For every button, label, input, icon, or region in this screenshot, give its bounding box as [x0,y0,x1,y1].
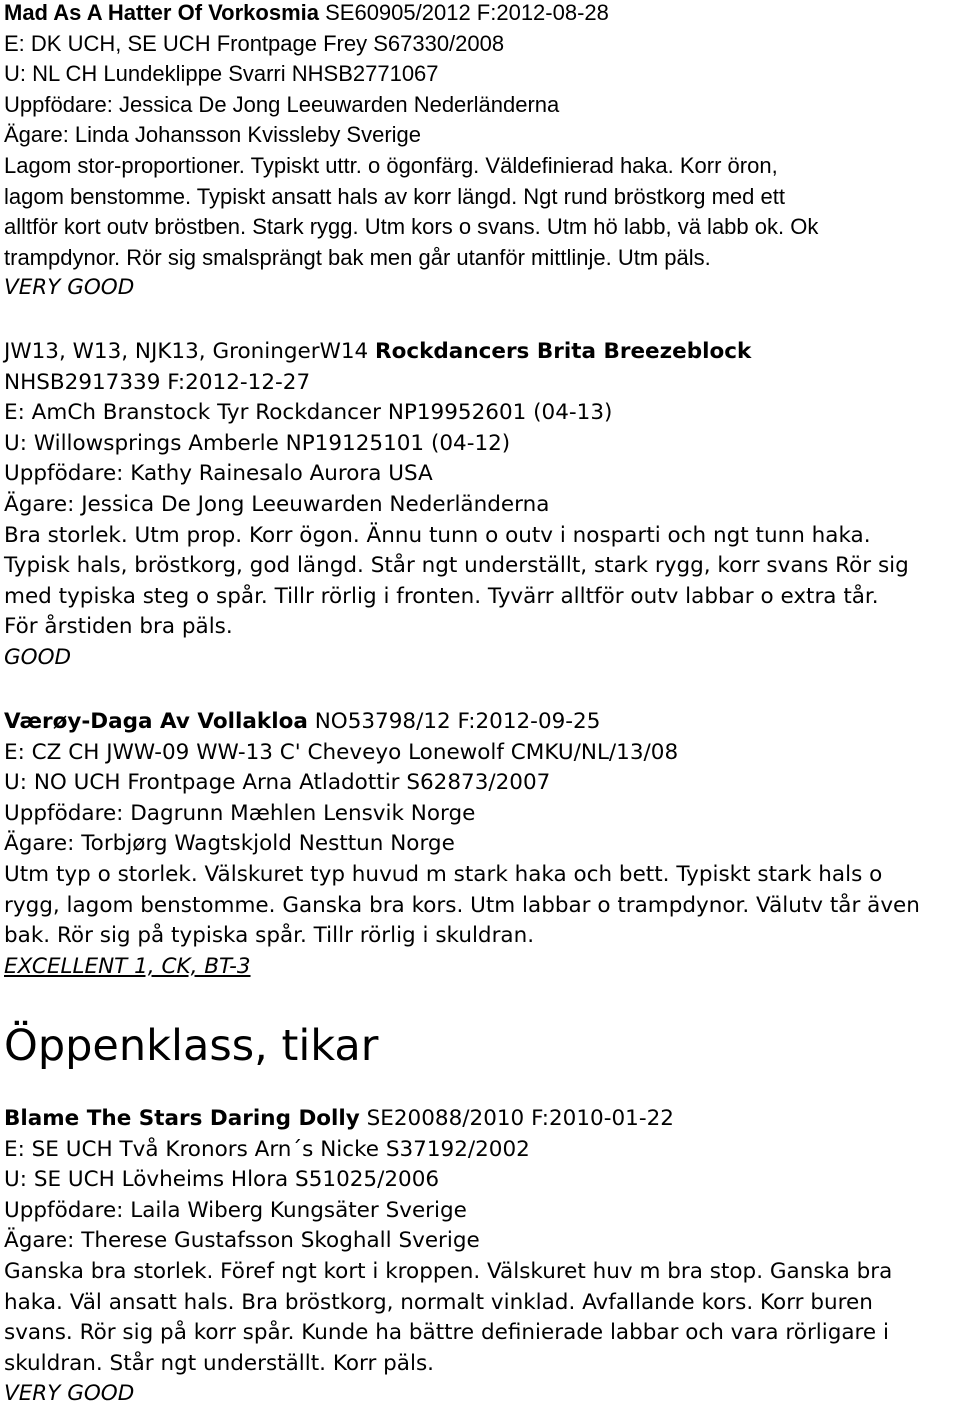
dog-name: Blame The Stars Daring Dolly [4,1106,360,1131]
critique-line: alltför kort outv bröstben. Stark rygg. Utm kors o svans. Utm hö labb, vä labb ok. Ok [4,214,819,240]
dam: U: Willowsprings Amberle NP19125101 (04-12) [4,430,511,456]
critique-line: Lagom stor-proportioner. Typiskt uttr. o ögonfärg. Väldefinierad haka. Korr öron, [4,152,778,178]
critique-line: med typiska steg o spår. Tillr rörlig i fronten. Tyvärr alltför outv labbar o extra tår. [4,583,879,609]
critique-line: haka. Väl ansatt hals. Bra bröstkorg, normalt vinklad. Avfallande kors. Korr buren [4,1289,873,1315]
owner: Ägare: Therese Gustafsson Skoghall Sverige [4,1228,480,1254]
dog-name: Værøy-Daga Av Vollakloa [4,709,308,734]
dam: U: NL CH Lundeklippe Svarri NHSB2771067 [4,61,439,87]
owner: Ägare: Torbjørg Wagtskjold Nesttun Norge [4,831,455,857]
breeder: Uppfödare: Jessica De Jong Leeuwarden Nederländerna [4,91,560,117]
grade: GOOD [4,644,72,670]
critique-line: lagom benstomme. Typiskt ansatt hals av korr längd. Ngt rund bröstkorg med ett [4,183,785,209]
critique-line: Utm typ o storlek. Välskuret typ huvud m stark haka och bett. Typiskt stark hals o [4,861,883,887]
owner: Ägare: Linda Johansson Kvissleby Sverige [4,122,422,148]
critique-line: bak. Rör sig på typiska spår. Tillr rörlig i skuldran. [4,923,535,949]
critique-line: För årstiden bra päls. [4,614,233,640]
dog-entry-4 [4,1104,892,1410]
sire: E: CZ CH JWW-09 WW-13 C' Cheveyo Lonewolf CMKU/NL/13/08 [4,739,679,765]
dog-entry-1 [4,0,818,304]
critique-line: Typisk hals, bröstkorg, god längd. Står ngt underställt, stark rygg, korr svans Rör sig [4,553,909,579]
grade: EXCELLENT 1, CK, BT-3 [4,953,251,979]
dog-name: Mad As A Hatter Of Vorkosmia [4,0,319,25]
critique-line: svans. Rör sig på korr spår. Kunde ha bättre definierade labbar och vara rörligare i [4,1320,889,1346]
breeder: Uppfödare: Laila Wiberg Kungsäter Sverige [4,1197,467,1223]
sire: E: SE UCH Två Kronors Arn´s Nicke S37192/2002 [4,1136,530,1162]
section-heading: Öppenklass, tikar [4,1021,379,1071]
dam: U: SE UCH Lövheims Hlora S51025/2006 [4,1167,440,1193]
owner: Ägare: Jessica De Jong Leeuwarden Nederländerna [4,491,550,517]
sire: E: AmCh Branstock Tyr Rockdancer NP19952601 (04-13) [4,400,613,426]
critique-line: trampdynor. Rör sig smalsprängt bak men går utanför mittlinje. Utm päls. [4,244,711,270]
entry-header [4,1104,892,1135]
entry-header [4,337,909,368]
registration: NHSB2917339 F:2012-12-27 [4,369,311,395]
dog-entry-2 [4,337,909,674]
registration: SE20088/2010 F:2010-01-22 [359,1106,674,1131]
critique-line: rygg, lagom benstomme. Ganska bra kors. Utm labbar o trampdynor. Välutv tår även [4,892,920,918]
grade: VERY GOOD [4,275,135,301]
sire: E: DK UCH, SE UCH Frontpage Frey S67330/2008 [4,30,505,56]
dog-entry-3 [4,707,920,982]
registration: NO53798/12 F:2012-09-25 [307,709,601,734]
dog-name: Rockdancers Brita Breezeblock [375,339,752,364]
critique-line: Ganska bra storlek. Föref ngt kort i kroppen. Välskuret huv m bra stop. Ganska bra [4,1258,893,1284]
registration: SE60905/2012 F:2012-08-28 [319,0,609,25]
entry-header [4,0,818,29]
grade: VERY GOOD [4,1381,135,1407]
breeder: Uppfödare: Dagrunn Mæhlen Lensvik Norge [4,800,476,826]
critique-line: skuldran. Står ngt underställt. Korr päls. [4,1350,434,1376]
entry-header [4,707,920,738]
breeder: Uppfödare: Kathy Rainesalo Aurora USA [4,461,433,487]
dam: U: NO UCH Frontpage Arna Atladottir S62873/2007 [4,770,551,796]
critique-line: Bra storlek. Utm prop. Korr ögon. Ännu tunn o outv i nosparti och ngt tunn haka. [4,522,871,548]
titles: JW13, W13, NJK13, GroningerW14 [4,339,376,364]
